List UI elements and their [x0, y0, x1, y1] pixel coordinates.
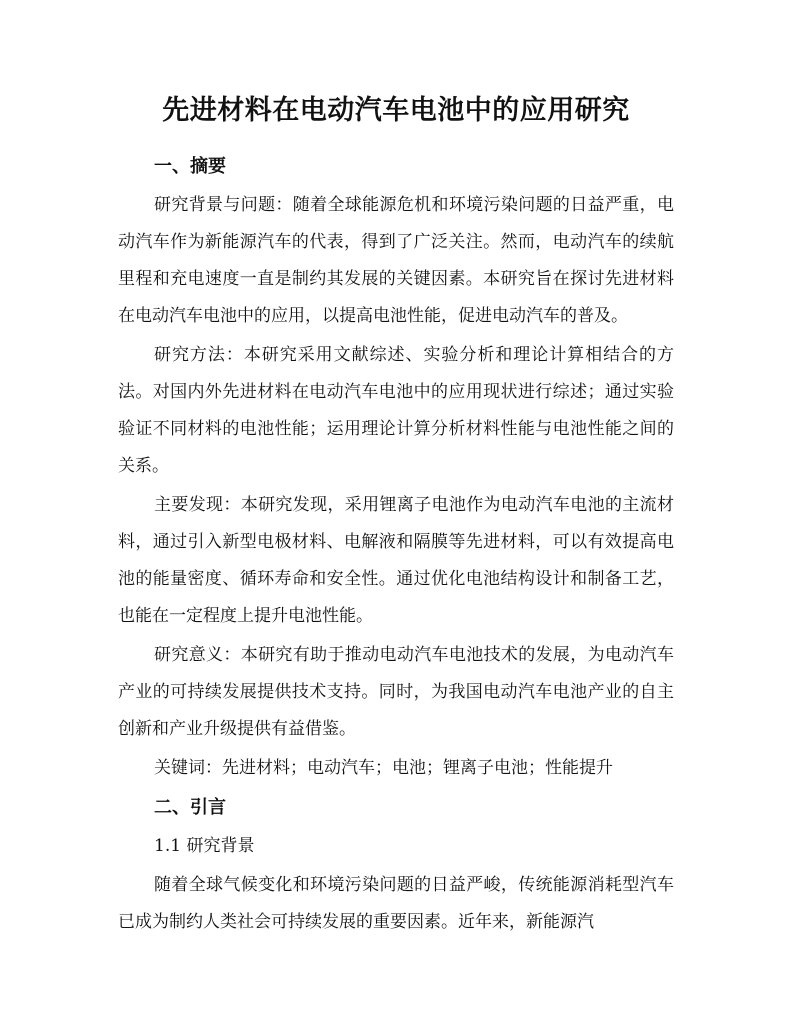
subsection-heading-research-background: 1.1 研究背景 [154, 836, 255, 856]
abstract-findings-paragraph: 主要发现：本研究发现，采用锂离子电池作为电动汽车电池的主流材料，通过引入新型电极材料、电解液和隔膜等先进材料，可以有效提高电池的能量密度、循环寿命和安全性。通过优化电池结构设计和制备工艺，也能在一定程度上提升电池性能。 [118, 495, 674, 626]
keywords-line: 关键词：先进材料；电动汽车；电池；锂离子电池；性能提升 [154, 758, 613, 778]
abstract-methods-paragraph: 研究方法：本研究采用文献综述、实验分析和理论计算相结合的方法。对国内外先进材料在电动汽车电池中的应用现状进行综述；通过实验验证不同材料的电池性能；运用理论计算分析材料性能与电池性能之间的关系。 [118, 345, 674, 476]
abstract-background-paragraph: 研究背景与问题：随着全球能源危机和环境污染问题的日益严重，电动汽车作为新能源汽车的代表，得到了广泛关注。然而，电动汽车的续航里程和充电速度一直是制约其发展的关键因素。本研究旨在探讨先进材料在电动汽车电池中的应用，以提高电池性能，促进电动汽车的普及。 [118, 195, 674, 326]
document-page [118, 88, 674, 943]
section-heading-introduction: 二、引言 [154, 797, 226, 818]
document-title: 先进材料在电动汽车电池中的应用研究 [162, 95, 630, 126]
abstract-significance-paragraph: 研究意义：本研究有助于推动电动汽车电池技术的发展，为电动汽车产业的可持续发展提供技术支持。同时，为我国电动汽车电池产业的自主创新和产业升级提供有益借鉴。 [118, 645, 674, 739]
section-heading-abstract: 一、摘要 [154, 156, 226, 177]
introduction-paragraph: 随着全球气候变化和环境污染问题的日益严峻，传统能源消耗型汽车已成为制约人类社会可持续发展的重要因素。近年来，新能源汽 [118, 875, 674, 932]
